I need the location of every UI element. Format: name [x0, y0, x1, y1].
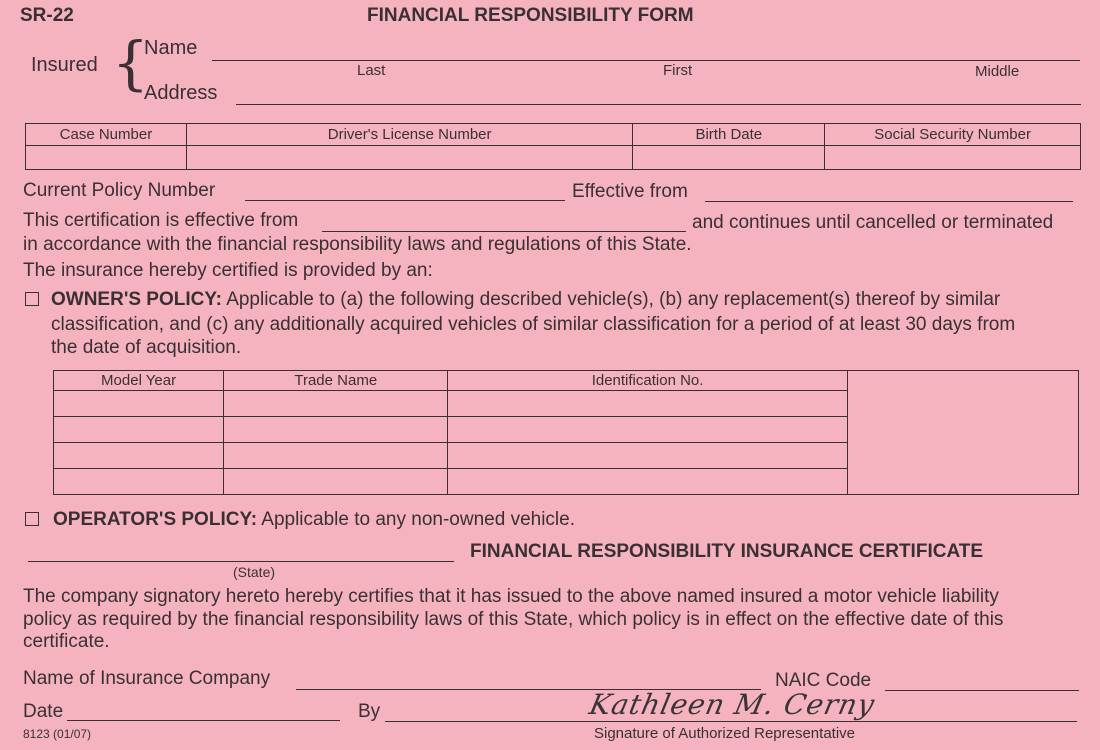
date-label: Date	[23, 701, 64, 722]
provided-by-text: The insurance hereby certified is provided by an:	[23, 260, 433, 281]
operators-policy-wrap	[53, 509, 575, 531]
naic-field[interactable]	[885, 690, 1079, 691]
identification-cell[interactable]	[448, 443, 847, 469]
trade-name-cell[interactable]	[224, 443, 448, 469]
operators-policy-title: OPERATOR'S POLICY:	[53, 509, 258, 530]
cert-effective-field[interactable]	[322, 231, 686, 232]
cert-effective-label: This certification is effective from	[23, 210, 299, 231]
model-year-cell[interactable]	[54, 469, 224, 495]
middle-caption: Middle	[975, 63, 1020, 80]
vehicle-table	[53, 370, 1079, 495]
date-field[interactable]	[67, 720, 340, 721]
current-policy-label: Current Policy Number	[23, 180, 216, 201]
model-year-cell[interactable]	[54, 417, 224, 443]
brace-icon: {	[112, 29, 149, 97]
model-year-cell[interactable]	[54, 443, 224, 469]
insured-label: Insured	[31, 54, 98, 76]
first-caption: First	[663, 62, 693, 79]
by-label: By	[358, 701, 381, 722]
identification-cell[interactable]	[448, 469, 847, 495]
case-number-cell[interactable]	[26, 146, 187, 170]
certificate-title: FINANCIAL RESPONSIBILITY INSURANCE CERTIFICATE	[470, 541, 984, 562]
owners-policy-line2: classification, and (c) any additionally acquired vehicles of similar classification for a period of at least 30 days from	[51, 314, 1016, 335]
handwritten-signature: Kathleen M. Cerny	[586, 688, 879, 721]
continues-text: and continues until cancelled or terminated	[692, 212, 1054, 233]
form-code: SR-22	[20, 5, 74, 26]
trade-name-header: Trade Name	[224, 371, 448, 391]
trade-name-cell[interactable]	[224, 417, 448, 443]
owners-policy-line1: Applicable to (a) the following described vehicle(s), (b) any replacement(s) thereof by similar	[226, 289, 1001, 310]
current-policy-field[interactable]	[245, 200, 565, 201]
trade-name-cell[interactable]	[224, 391, 448, 417]
identification-header: Identification No.	[448, 371, 847, 391]
owners-policy-line3: the date of acquisition.	[51, 337, 242, 358]
footer-form-code: 8123 (01/07)	[23, 727, 92, 741]
certificate-line1: The company signatory hereto hereby certifies that it has issued to the above named insured a motor vehicle liability	[23, 586, 999, 607]
name-field[interactable]	[212, 60, 1080, 61]
birth-date-cell[interactable]	[633, 146, 825, 170]
model-year-header: Model Year	[54, 371, 224, 391]
form-title: FINANCIAL RESPONSIBILITY FORM	[367, 5, 694, 26]
name-label: Name	[144, 37, 198, 59]
by-field[interactable]	[385, 721, 1077, 722]
identification-cell[interactable]	[448, 391, 847, 417]
id-table	[25, 123, 1081, 170]
birth-date-header: Birth Date	[633, 124, 825, 146]
operators-policy-text: Applicable to any non-owned vehicle.	[261, 509, 575, 530]
naic-label: NAIC Code	[775, 670, 872, 691]
last-caption: Last	[357, 62, 386, 79]
operators-policy-checkbox[interactable]	[25, 512, 39, 526]
address-field[interactable]	[236, 104, 1081, 105]
model-year-cell[interactable]	[54, 391, 224, 417]
certificate-line3: certificate.	[23, 631, 110, 652]
owners-policy-title: OWNER'S POLICY:	[51, 289, 222, 310]
certificate-line2: policy as required by the financial responsibility laws of this State, which policy is in effect on the effective date of this	[23, 609, 1004, 630]
owners-policy-line1-wrap	[51, 289, 1000, 311]
state-field[interactable]	[28, 561, 454, 562]
ssn-cell[interactable]	[825, 146, 1081, 170]
case-number-header: Case Number	[26, 124, 187, 146]
effective-from-label: Effective from	[572, 181, 688, 202]
vehicle-table-side-box	[847, 371, 1078, 495]
accordance-text: in accordance with the financial responsibility laws and regulations of this State.	[23, 234, 692, 255]
license-number-header: Driver's License Number	[186, 124, 633, 146]
trade-name-cell[interactable]	[224, 469, 448, 495]
address-label: Address	[144, 82, 218, 104]
owners-policy-checkbox[interactable]	[25, 292, 39, 306]
company-label: Name of Insurance Company	[23, 668, 271, 689]
identification-cell[interactable]	[448, 417, 847, 443]
effective-from-field[interactable]	[705, 201, 1073, 202]
signature-caption: Signature of Authorized Representative	[594, 725, 855, 742]
state-caption: (State)	[233, 564, 276, 580]
ssn-header: Social Security Number	[825, 124, 1081, 146]
license-number-cell[interactable]	[186, 146, 633, 170]
